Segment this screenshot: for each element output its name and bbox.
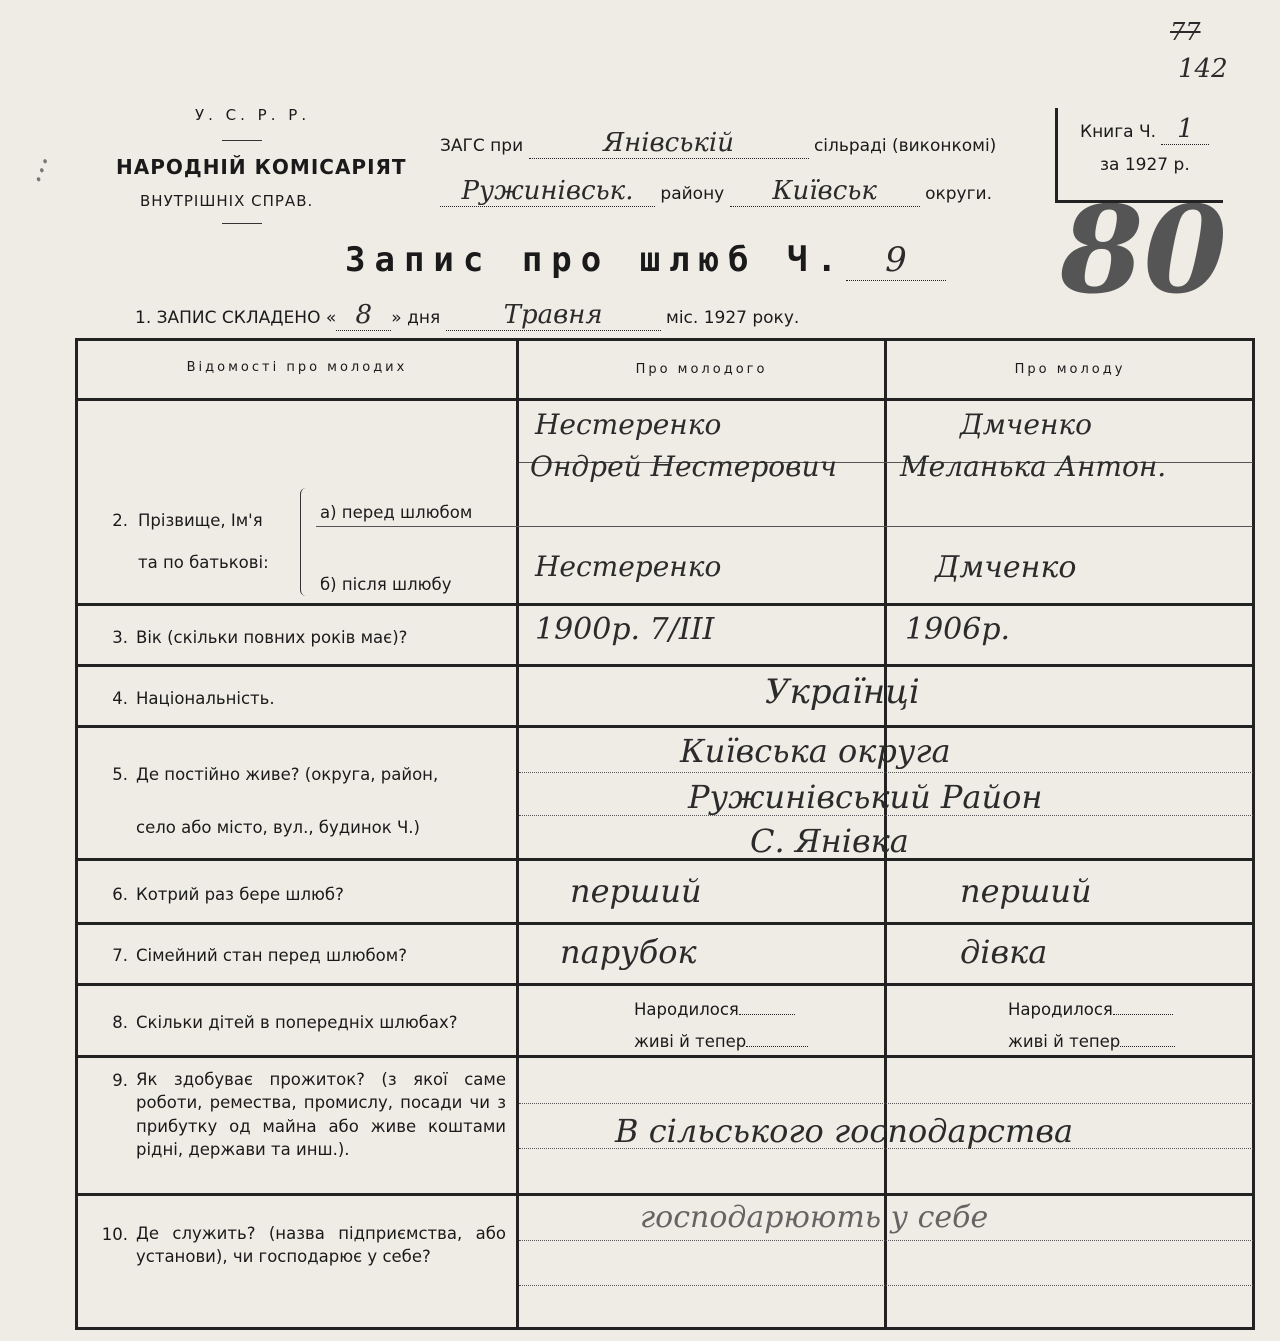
sub-line — [519, 1240, 1253, 1241]
record-number: 9 — [846, 240, 946, 281]
archive-page-number: 142 — [1178, 54, 1228, 84]
brace — [300, 488, 309, 596]
margin-note: ... — [12, 148, 56, 187]
groom-alive-label — [634, 1029, 808, 1055]
bride-born-blank — [1113, 1014, 1173, 1015]
bride-marriage-count: перший — [960, 872, 1092, 910]
groom-name-before: Ондрей Нестерович — [530, 450, 837, 483]
row-divider — [75, 398, 1255, 401]
drawn-up-prefix: 1. ЗАПИС СКЛАДЕНО « — [135, 308, 337, 328]
nationality-value: Українці — [765, 672, 920, 712]
occupation-label: Як здобуває прожиток? (з якої саме роботи, ремества, промислу, посади чи з прибутку од майна або живе коштами рідні, держави та инш.). — [136, 1070, 506, 1160]
marital-status-label: Сімейний стан перед шлюбом? — [136, 946, 407, 965]
row-divider — [75, 1055, 1255, 1058]
marriage-count-label: Котрий раз бере шлюб? — [136, 885, 344, 904]
bride-alive-text: живі й тепер — [1008, 1032, 1121, 1051]
nationality-label: Національність. — [136, 689, 275, 708]
residence-okrug: Київська округа — [680, 732, 951, 770]
row-divider — [75, 1193, 1255, 1196]
book-label: Книга Ч. — [1080, 122, 1157, 142]
groom-born-text: Народилося — [634, 1000, 739, 1019]
col-header-groom: Про молодого — [635, 362, 768, 377]
groom-marital-status: парубок — [560, 933, 697, 971]
crossed-page-number: 77 — [1170, 18, 1201, 46]
residence-village: С. Янівка — [750, 822, 909, 860]
country-label: У. С. Р. Р. — [195, 106, 311, 124]
drawn-up-line — [135, 300, 799, 331]
drawn-up-mid: » дня — [391, 308, 441, 328]
okrug-suffix: округи. — [925, 184, 992, 204]
workplace-label: Де служить? (назва підприємства, або установи), чи господарює у себе? — [136, 1224, 506, 1267]
divider — [222, 223, 262, 224]
large-handwritten-mark: 80 — [1060, 180, 1227, 321]
bride-surname-after: Дмченко — [935, 550, 1077, 585]
drawn-up-month: Травня — [446, 300, 661, 331]
bride-marital-status: дівка — [960, 933, 1048, 971]
name-label: Прізвище, Ім'я — [138, 511, 263, 530]
department-label: ВНУТРІШНІХ СПРАВ. — [140, 192, 314, 210]
sub-line — [519, 772, 1253, 773]
col-header-info: Відомості про молодих — [186, 360, 408, 375]
row-number: 4. — [112, 689, 128, 708]
residence-label: село або місто, вул., будинок Ч.) — [136, 818, 420, 837]
district-line — [440, 176, 992, 207]
district-value: Ружинівськ. — [440, 176, 655, 207]
bride-age: 1906р. — [905, 612, 1011, 647]
row-divider — [75, 664, 1255, 667]
residence-district: Ружинівський Район — [688, 778, 1043, 816]
groom-alive-text: живі й тепер — [634, 1032, 747, 1051]
col-divider — [516, 338, 519, 1330]
drawn-up-day: 8 — [336, 300, 391, 331]
row-number: 7. — [112, 946, 128, 965]
after-marriage-label: б) після шлюбу — [320, 575, 452, 594]
bride-alive-label — [1008, 1029, 1175, 1055]
row-divider — [75, 922, 1255, 925]
book-label-line — [1080, 114, 1209, 145]
residence-label: Де постійно живе? (округа, район, — [136, 765, 439, 784]
bride-surname-before: Дмченко — [960, 408, 1092, 441]
row-number: 5. — [112, 765, 128, 784]
sub-line — [519, 1103, 1253, 1104]
row-number: 2. — [112, 511, 128, 530]
row-divider — [75, 983, 1255, 986]
row-number: 6. — [112, 885, 128, 904]
groom-born-label — [634, 997, 795, 1023]
occupation-value: В сільського господарства — [615, 1112, 1074, 1150]
workplace-value: господарюють у себе — [640, 1200, 989, 1235]
council-value: Янівській — [529, 128, 809, 159]
groom-surname-before: Нестеренко — [535, 408, 722, 441]
row-number: 8. — [112, 1013, 128, 1032]
book-number: 1 — [1161, 114, 1209, 145]
row-divider — [75, 603, 1255, 606]
bride-name-before: Меланька Антон. — [900, 450, 1167, 483]
row-number: 3. — [112, 628, 128, 647]
bride-born-label — [1008, 997, 1173, 1023]
divider — [222, 140, 262, 141]
commissariat-title: НАРОДНІЙ КОМІСАРІЯТ — [116, 155, 407, 179]
bride-alive-blank — [1120, 1046, 1175, 1047]
sub-line — [316, 526, 1253, 527]
groom-surname-after: Нестеренко — [535, 550, 722, 583]
groom-born-blank — [739, 1014, 795, 1015]
bride-born-text: Народилося — [1008, 1000, 1113, 1019]
groom-alive-blank — [746, 1046, 808, 1047]
name-label: та по батькові: — [138, 553, 269, 572]
row-number: 10. — [101, 1225, 128, 1244]
col-header-bride: Про молоду — [1014, 362, 1126, 377]
row-divider — [75, 858, 1255, 861]
district-suffix: району — [660, 184, 725, 204]
zags-line — [440, 128, 996, 159]
record-title-text: Запис про шлюб Ч. — [345, 240, 846, 280]
drawn-up-suffix: міс. 1927 року. — [666, 308, 800, 328]
council-suffix: сільраді (виконкомі) — [813, 136, 997, 156]
row-number: 9. — [112, 1071, 128, 1090]
record-title — [345, 240, 946, 281]
before-marriage-label: а) перед шлюбом — [320, 503, 473, 522]
groom-age: 1900р. 7/III — [535, 612, 715, 647]
age-label: Вік (скільки повних років має)? — [136, 628, 408, 647]
okrug-value: Київськ — [730, 176, 920, 207]
sub-line — [519, 1285, 1253, 1286]
children-label: Скільки дітей в попередніх шлюбах? — [136, 1013, 458, 1032]
zags-prefix: ЗАГС при — [440, 136, 524, 156]
groom-marriage-count: перший — [570, 872, 702, 910]
row-divider — [75, 725, 1255, 728]
book-year: за 1927 р. — [1100, 155, 1190, 175]
